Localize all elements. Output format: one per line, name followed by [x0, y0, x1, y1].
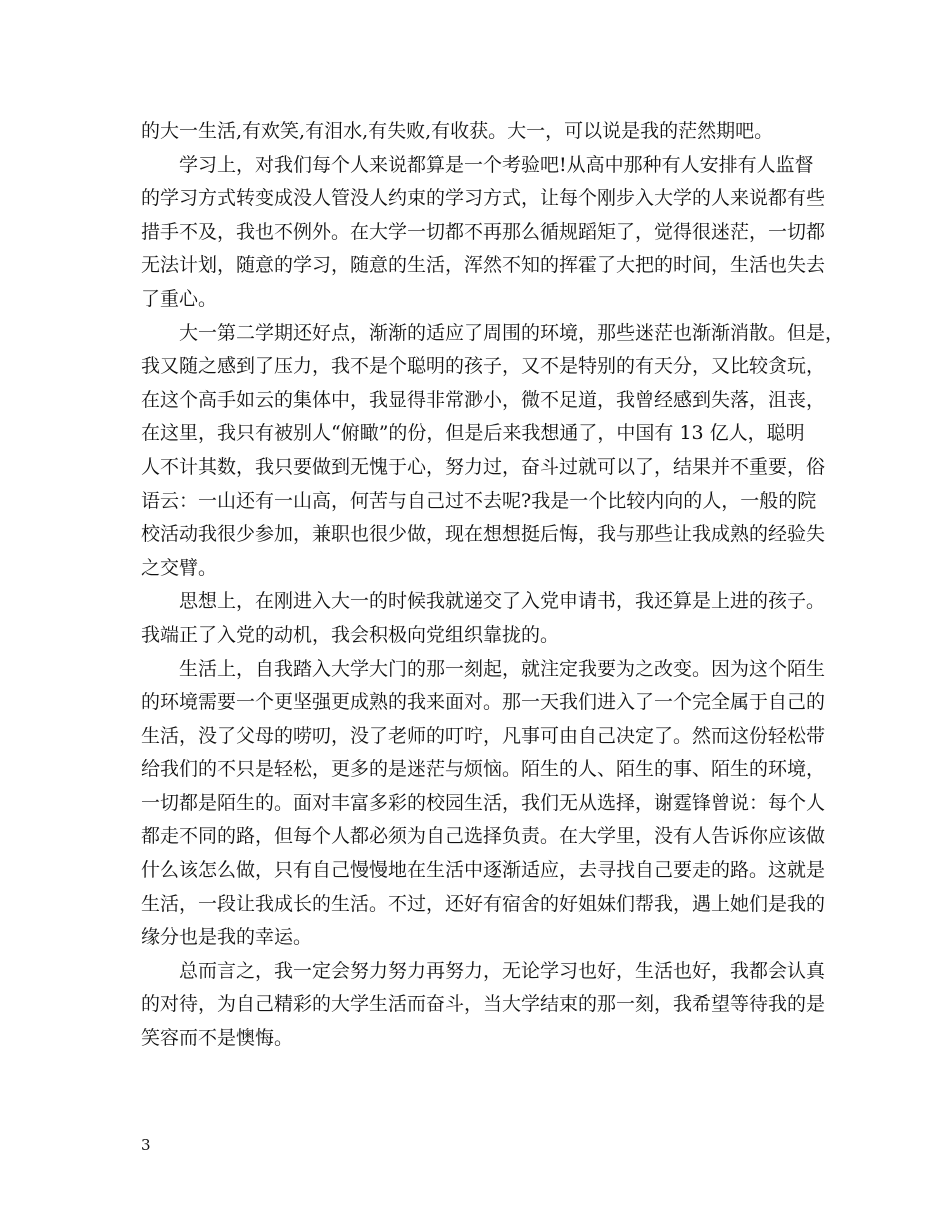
text-line: 人不计其数，我只要做到无愧于心，努力过，奋斗过就可以了，结果并不重要，俗 [141, 455, 826, 478]
text-line: 什么该怎么做，只有自己慢慢地在生活中逐渐适应，去寻找自己要走的路。这就是 [141, 859, 826, 882]
text-line: 在这里，我只有被别人“俯瞰”的份，但是后来我想通了，中国有 13 亿人，聪明 [141, 422, 805, 445]
text-line: 之交臂。 [141, 556, 218, 579]
text-line: 给我们的不只是轻松，更多的是迷茫与烦恼。陌生的人、陌生的事、陌生的环境， [141, 758, 826, 781]
text-line: 思想上，在刚进入大一的时候我就递交了入党申请书，我还算是上进的孩子。 [179, 590, 826, 613]
page-number: 3 [141, 1136, 151, 1154]
text-line: 都走不同的路，但每个人都必须为自己选择负责。在大学里，没有人告诉你应该做 [141, 825, 826, 848]
text-line: 笑容而不是懊悔。 [141, 1027, 294, 1050]
text-line: 学习上，对我们每个人来说都算是一个考验吧!从高中那种有人安排有人监督 [179, 153, 814, 176]
text-line: 在这个高手如云的集体中，我显得非常渺小，微不足道，我曾经感到失落，沮丧， [141, 388, 826, 411]
text-line: 大一第二学期还好点，渐渐的适应了周围的环境，那些迷茫也渐渐消散。但是， [179, 321, 845, 344]
text-line: 语云：一山还有一山高，何苦与自己过不去呢?我是一个比较内向的人，一般的院 [141, 489, 817, 512]
text-line: 的学习方式转变成没人管没人约束的学习方式，让每个刚步入大学的人来说都有些 [141, 187, 826, 210]
text-line: 缘分也是我的幸运。 [141, 926, 313, 949]
text-line: 校活动我很少参加，兼职也很少做，现在想想挺后悔，我与那些让我成熟的经验失 [141, 523, 826, 546]
text-line: 的对待，为自己精彩的大学生活而奋斗，当大学结束的那一刻，我希望等待我的是 [141, 993, 826, 1016]
text-line: 我又随之感到了压力，我不是个聪明的孩子，又不是特别的有天分，又比较贪玩， [141, 355, 826, 378]
document-body [141, 115, 845, 1056]
text-line: 我端正了入党的动机，我会积极向党组织靠拢的。 [141, 623, 560, 646]
text-line: 的环境需要一个更坚强更成熟的我来面对。那一天我们进入了一个完全属于自己的 [141, 691, 826, 714]
text-line: 了重心。 [141, 287, 218, 310]
text-line: 的大一生活,有欢笑,有泪水,有失败,有收获。大一，可以说是我的茫然期吧。 [141, 120, 774, 142]
text-line: 生活，没了父母的唠叨，没了老师的叮咛，凡事可由自己决定了。然而这份轻松带 [141, 724, 826, 747]
text-line: 生活上，自我踏入大学大门的那一刻起，就注定我要为之改变。因为这个陌生 [179, 657, 826, 680]
text-line: 措手不及，我也不例外。在大学一切都不再那么循规蹈矩了，觉得很迷茫，一切都 [141, 220, 826, 243]
text-line: 总而言之，我一定会努力努力再努力，无论学习也好，生活也好，我都会认真 [179, 959, 826, 982]
text-line: 无法计划，随意的学习，随意的生活，浑然不知的挥霍了大把的时间，生活也失去 [141, 254, 826, 277]
text-line: 生活，一段让我成长的生活。不过，还好有宿舍的好姐妹们帮我，遇上她们是我的 [141, 892, 826, 915]
text-line: 一切都是陌生的。面对丰富多彩的校园生活，我们无从选择，谢霆锋曾说：每个人 [141, 791, 826, 814]
